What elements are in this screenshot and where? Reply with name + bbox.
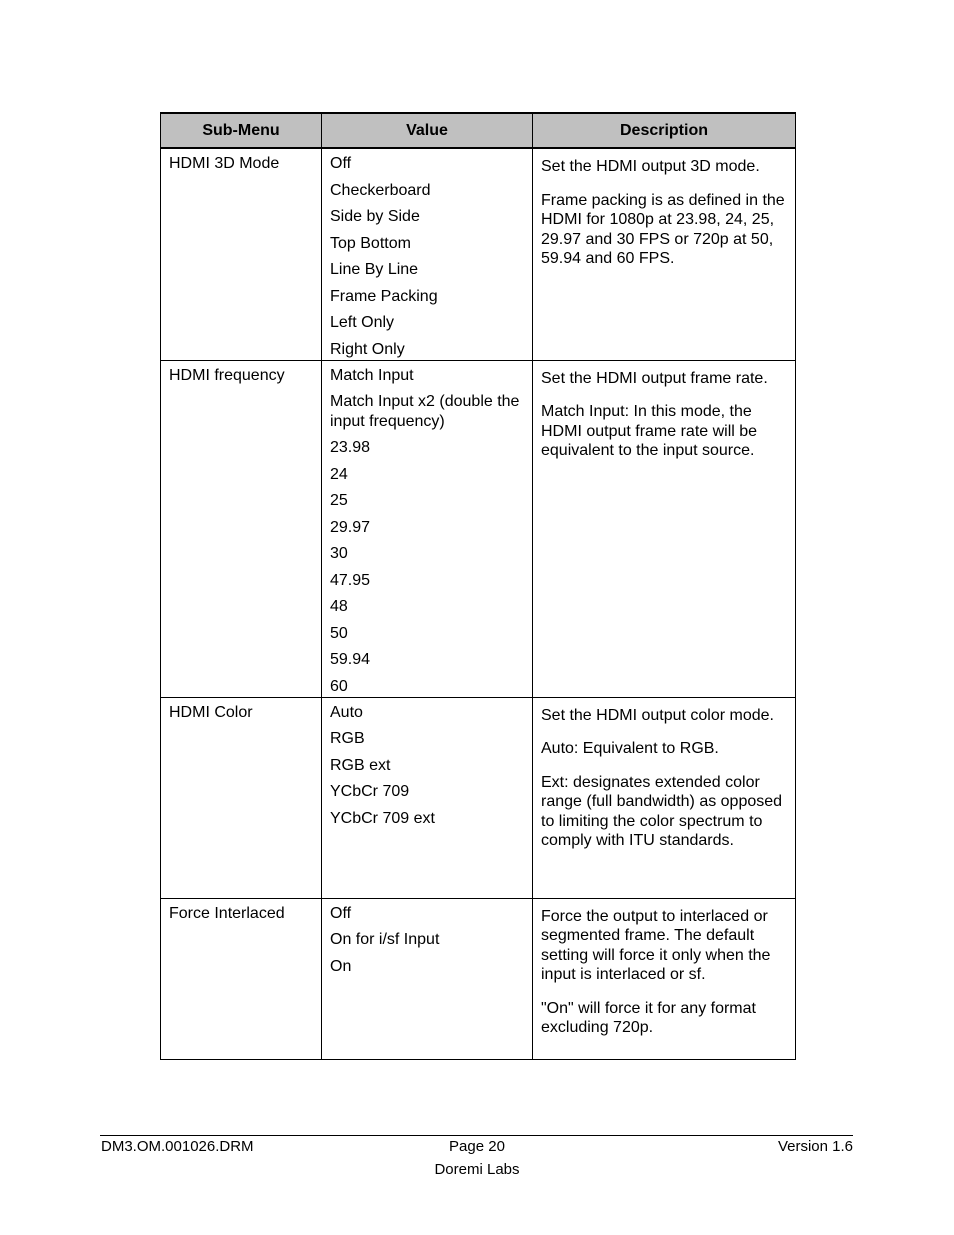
value-option: Off	[330, 904, 352, 922]
value-option: YCbCr 709 ext	[330, 809, 435, 827]
description-paragraph: "On" will force it for any format excluding 720p.	[541, 999, 756, 1036]
description-paragraph: Set the HDMI output 3D mode.	[541, 158, 760, 175]
description-paragraph: Auto: Equivalent to RGB.	[541, 740, 719, 757]
value-cell	[322, 898, 533, 1059]
submenu-cell	[161, 697, 322, 898]
value-option: 47.95	[330, 571, 371, 589]
table-row	[161, 360, 796, 697]
description-cell	[533, 898, 796, 1059]
submenu-cell	[161, 360, 322, 697]
description-cell	[533, 697, 796, 898]
value-option: RGB	[330, 730, 365, 747]
value-option: Checkerboard	[330, 181, 431, 199]
description-paragraph: Frame packing is as defined in the HDMI for 1080p at 23.98, 24, 25, 29.97 and 30 FPS or 720p at 50, 59.94 and 60 FPS.	[541, 191, 785, 267]
submenu-cell	[161, 898, 322, 1059]
value-option: YCbCr 709	[330, 783, 410, 800]
header-description: Description	[533, 113, 796, 148]
footer-divider	[100, 1135, 853, 1136]
table-row	[161, 148, 796, 360]
value-option: RGB ext	[330, 756, 391, 774]
table-header-row	[161, 113, 796, 148]
header-submenu: Sub-Menu	[161, 113, 322, 148]
value-cell	[322, 148, 533, 360]
value-option: 25	[330, 492, 348, 509]
submenu-label: Force Interlaced	[169, 904, 285, 922]
value-cell	[322, 360, 533, 697]
value-option: 30	[330, 545, 348, 562]
header-value: Value	[322, 113, 533, 148]
description-paragraph: Set the HDMI output frame rate.	[541, 369, 768, 387]
description-paragraph: Force the output to interlaced or segmented frame. The default setting will force it only when the input is interlaced or sf.	[541, 907, 771, 983]
description-cell	[533, 148, 796, 360]
footer-version: Version 1.6	[777, 1138, 853, 1155]
footer-doc-id: DM3.OM.001026.DRM	[101, 1138, 254, 1155]
settings-table	[160, 112, 796, 1060]
submenu-cell	[161, 148, 322, 360]
table-row	[161, 697, 796, 898]
table-row	[161, 898, 796, 1059]
submenu-label: HDMI Color	[169, 703, 253, 721]
description-cell	[533, 360, 796, 697]
footer-page-number: Page 20	[449, 1138, 505, 1155]
value-option: 24	[330, 465, 348, 483]
value-option: Frame Packing	[330, 287, 438, 305]
submenu-label: HDMI 3D Mode	[169, 155, 280, 172]
value-option: Match Input	[330, 366, 414, 384]
value-option: On for i/sf Input	[330, 931, 440, 948]
description-paragraph: Set the HDMI output color mode.	[541, 706, 774, 724]
value-option: Auto	[330, 703, 363, 721]
value-option: Match Input x2 (double the input frequency)	[330, 393, 520, 430]
value-option: 48	[330, 598, 348, 615]
value-option: 59.94	[330, 651, 371, 668]
description-paragraph: Match Input: In this mode, the HDMI output frame rate will be equivalent to the input source.	[541, 403, 758, 459]
value-option: Side by Side	[330, 208, 420, 225]
value-option: On	[330, 957, 352, 975]
footer-company: Doremi Labs	[434, 1161, 520, 1178]
value-option: Right Only	[330, 340, 405, 358]
submenu-label: HDMI frequency	[169, 366, 285, 384]
value-option: 29.97	[330, 518, 371, 536]
value-option: 60	[330, 677, 348, 695]
value-option: 50	[330, 624, 348, 642]
value-option: Line By Line	[330, 261, 419, 278]
description-paragraph: Ext: designates extended color range (full bandwidth) as opposed to limiting the color spectrum to comply with ITU standards.	[541, 773, 783, 849]
value-option: Off	[330, 155, 352, 172]
value-cell	[322, 697, 533, 898]
value-option: Top Bottom	[330, 234, 411, 252]
value-option: Left Only	[330, 314, 395, 331]
value-option: 23.98	[330, 439, 371, 456]
